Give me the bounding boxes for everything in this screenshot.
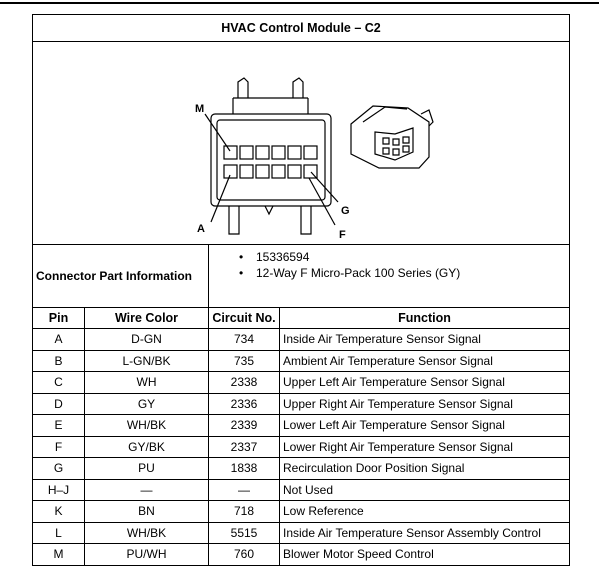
cell-function: Ambient Air Temperature Sensor Signal <box>280 350 570 372</box>
cell-pin: H–J <box>33 479 85 501</box>
cell-function: Lower Left Air Temperature Sensor Signal <box>280 415 570 437</box>
cell-wire-color: GY <box>85 393 209 415</box>
table-row <box>33 329 570 351</box>
cell-circuit: — <box>209 479 280 501</box>
table-row <box>33 415 570 437</box>
cell-circuit: 735 <box>209 350 280 372</box>
table-header <box>33 308 570 329</box>
label-a: A <box>197 223 205 235</box>
cell-pin: D <box>33 393 85 415</box>
cell-wire-color: WH <box>85 372 209 394</box>
cell-circuit: 760 <box>209 544 280 566</box>
col-function: Function <box>280 308 570 329</box>
col-wire-color: Wire Color <box>85 308 209 329</box>
cell-wire-color: L-GN/BK <box>85 350 209 372</box>
label-f: F <box>339 229 346 241</box>
cell-circuit: 734 <box>209 329 280 351</box>
table-row <box>33 479 570 501</box>
table-row <box>33 350 570 372</box>
cell-pin: C <box>33 372 85 394</box>
table-row <box>33 372 570 394</box>
cell-pin: F <box>33 436 85 458</box>
label-m: M <box>195 103 205 115</box>
document-title: HVAC Control Module – C2 <box>33 15 570 42</box>
cell-function: Recirculation Door Position Signal <box>280 458 570 480</box>
cell-wire-color: PU <box>85 458 209 480</box>
cavity-row-bottom <box>224 165 317 178</box>
top-rule <box>0 2 599 4</box>
cell-circuit: 2337 <box>209 436 280 458</box>
connector-body <box>211 114 331 206</box>
table-row <box>33 436 570 458</box>
cell-function: Not Used <box>280 479 570 501</box>
connector-drawing <box>33 42 570 244</box>
cell-pin: L <box>33 522 85 544</box>
cell-pin: G <box>33 458 85 480</box>
table-row <box>33 393 570 415</box>
cell-wire-color: BN <box>85 501 209 523</box>
cell-function: Lower Right Air Temperature Sensor Signal <box>280 436 570 458</box>
table-row <box>33 522 570 544</box>
cell-function: Low Reference <box>280 501 570 523</box>
cell-pin: M <box>33 544 85 566</box>
cell-wire-color: PU/WH <box>85 544 209 566</box>
cell-function: Inside Air Temperature Sensor Signal <box>280 329 570 351</box>
connector-info-label: Connector Part Information <box>33 245 209 308</box>
col-pin: Pin <box>33 308 85 329</box>
table-row <box>33 544 570 566</box>
connector-figure <box>33 42 570 245</box>
cell-function: Upper Right Air Temperature Sensor Signal <box>280 393 570 415</box>
part-number: • 15336594 <box>239 249 569 265</box>
cell-wire-color: WH/BK <box>85 522 209 544</box>
col-circuit: Circuit No. <box>209 308 280 329</box>
cell-pin: E <box>33 415 85 437</box>
cell-circuit: 2336 <box>209 393 280 415</box>
cell-circuit: 718 <box>209 501 280 523</box>
cell-circuit: 2339 <box>209 415 280 437</box>
table-row <box>33 458 570 480</box>
cell-circuit: 1838 <box>209 458 280 480</box>
connector-iso-view <box>351 106 433 168</box>
cavity-row-top <box>224 146 317 159</box>
cell-wire-color: D-GN <box>85 329 209 351</box>
cell-wire-color: GY/BK <box>85 436 209 458</box>
cell-pin: K <box>33 501 85 523</box>
connector-info-values <box>209 245 570 308</box>
cell-pin: B <box>33 350 85 372</box>
pinout-table <box>32 14 570 566</box>
cell-function: Inside Air Temperature Sensor Assembly Control <box>280 522 570 544</box>
latch-right <box>293 78 303 98</box>
latch-left <box>238 78 248 98</box>
leader-a <box>211 175 230 222</box>
cell-function: Upper Left Air Temperature Sensor Signal <box>280 372 570 394</box>
table-row <box>33 501 570 523</box>
cell-circuit: 2338 <box>209 372 280 394</box>
cell-wire-color: WH/BK <box>85 415 209 437</box>
cell-wire-color: — <box>85 479 209 501</box>
cell-function: Blower Motor Speed Control <box>280 544 570 566</box>
label-g: G <box>341 205 350 217</box>
cell-circuit: 5515 <box>209 522 280 544</box>
cell-pin: A <box>33 329 85 351</box>
connector-description: • 12-Way F Micro-Pack 100 Series (GY) <box>239 265 569 281</box>
